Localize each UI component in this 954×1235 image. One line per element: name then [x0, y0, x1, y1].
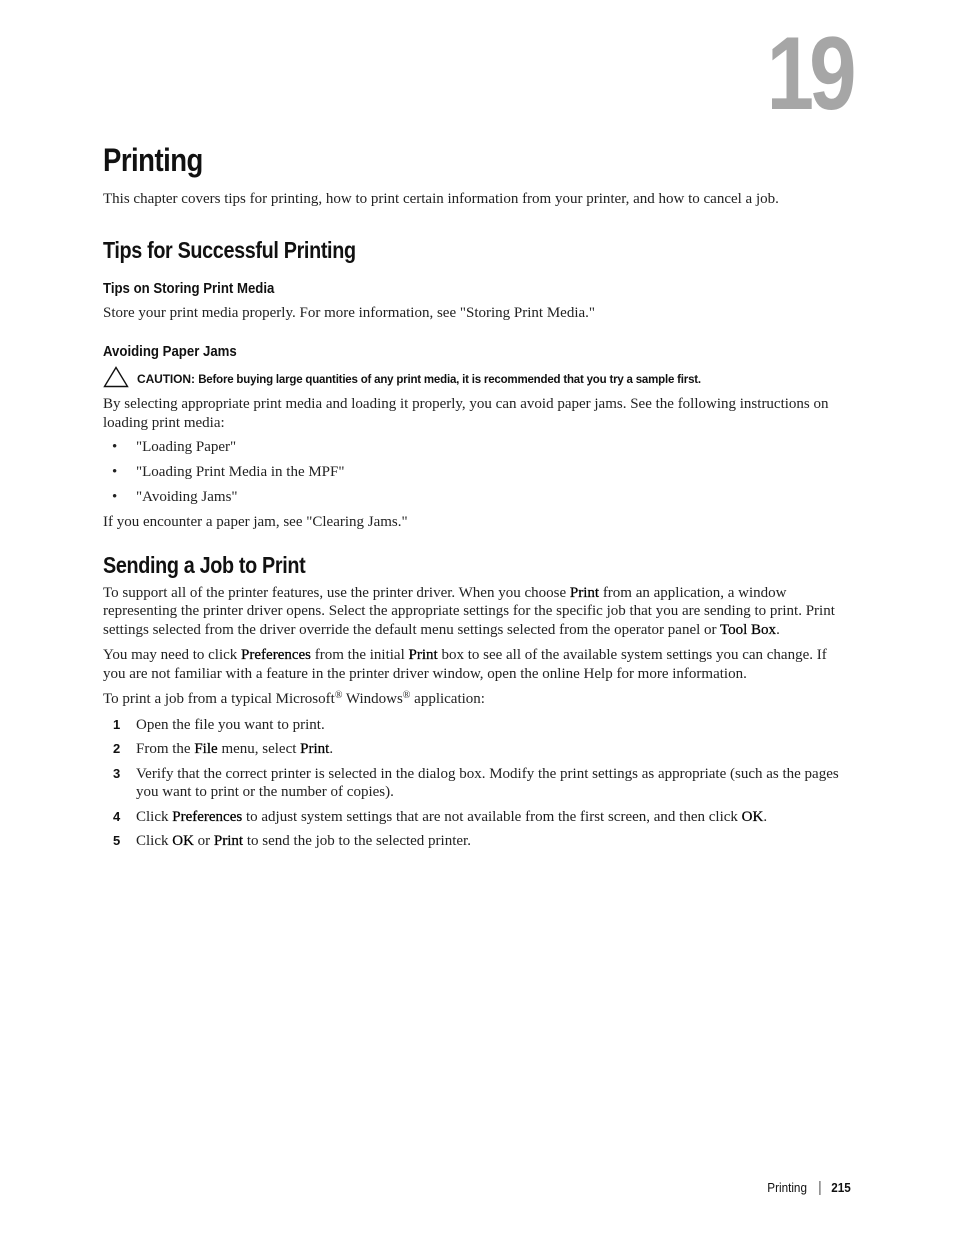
warning-triangle-icon	[103, 366, 129, 388]
footer-section: Printing	[767, 1180, 808, 1195]
step-item	[103, 740, 851, 759]
footer-divider	[820, 1181, 821, 1195]
menu-term: OK	[741, 808, 764, 825]
text-run: Click	[136, 808, 173, 825]
menu-term: Print	[569, 584, 600, 601]
jams-heading: Avoiding Paper Jams	[103, 343, 237, 360]
page-footer	[767, 1180, 851, 1195]
bullet-dot: •	[112, 464, 118, 480]
step-item	[103, 716, 851, 735]
jams-text: By selecting appropriate print media and loading it properly, you can avoid paper jams. See the following instructions on loading print media:	[103, 396, 829, 431]
text-run: You may need to click	[103, 647, 242, 663]
caution-text: Before buying large quantities of any print media, it is recommended that you try a sample first.	[198, 374, 701, 386]
step-number: 5	[113, 833, 121, 848]
storing-text: Store your print media properly. For more information, see "Storing Print Media."	[103, 304, 596, 321]
list-item	[103, 485, 851, 510]
text-run: box to see all of the available system settings you can change. If you are not familiar with a feature in the printer driver window, open the online Help for more information.	[103, 647, 827, 682]
sending-heading: Sending a Job to Print	[103, 551, 306, 578]
menu-term: Print	[408, 647, 438, 663]
loading-list	[103, 435, 851, 510]
menu-term: OK	[172, 833, 194, 849]
text-run: menu, select	[217, 741, 301, 757]
step-number: 1	[113, 716, 121, 732]
list-item	[103, 460, 851, 485]
chapter-number: 19	[766, 16, 852, 132]
list-item-text: "Avoiding Jams"	[136, 489, 238, 505]
step-item	[103, 765, 851, 802]
text-run: from an application, a window representing the printer driver opens. Select the appropriate settings for the specific job that you are sending to print. Print settings selected from the driver override the default menu settings selected from the operator panel or	[103, 584, 835, 638]
print-steps-list	[103, 716, 851, 851]
menu-term: Print	[213, 833, 244, 849]
text-run: Windows	[342, 691, 403, 707]
text-run: .	[329, 741, 334, 757]
list-item	[103, 435, 851, 460]
sending-paragraph-3	[103, 690, 851, 709]
page-content	[103, 138, 851, 857]
registered-mark: ®	[334, 690, 343, 701]
text-run: application:	[410, 691, 485, 707]
text-run: Verify that the correct printer is selected in the dialog box. Modify the print settings as appropriate (such as the pages you want to print or the number of copies).	[136, 765, 839, 800]
menu-term: Preferences	[172, 808, 243, 825]
sending-paragraph-2	[103, 646, 851, 683]
text-run: or	[193, 833, 214, 849]
text-run: from the initial	[311, 647, 409, 663]
text-run: .	[776, 621, 780, 638]
text-run: to adjust system settings that are not available from the first screen, and then click	[242, 808, 742, 825]
bullet-dot: •	[112, 439, 118, 455]
page-number: 215	[831, 1180, 851, 1195]
text-run: Click	[136, 833, 173, 849]
step-item	[103, 808, 851, 827]
text-run: To print a job from a typical Microsoft	[103, 691, 335, 707]
step-number: 2	[113, 741, 121, 756]
text-run: Open the file you want to print.	[136, 716, 325, 733]
storing-heading: Tips on Storing Print Media	[103, 279, 275, 297]
step-number: 4	[113, 808, 121, 824]
caution-note	[103, 370, 851, 389]
text-run: to send the job to the selected printer.	[243, 833, 471, 849]
menu-term: Tool Box	[720, 621, 777, 638]
sending-paragraph-1	[103, 584, 851, 640]
text-run: From the	[136, 741, 195, 757]
menu-term: File	[194, 741, 218, 757]
menu-term: Print	[300, 741, 330, 757]
text-run: To support all of the printer features, use the printer driver. When you choose	[103, 584, 570, 601]
menu-term: Preferences	[241, 647, 312, 663]
tips-heading: Tips for Successful Printing	[103, 236, 356, 263]
step-number: 3	[113, 765, 121, 781]
text-run: .	[763, 808, 768, 825]
caution-label: CAUTION:	[137, 372, 195, 386]
chapter-intro: This chapter covers tips for printing, how to print certain information from your printer, and how to cancel a job.	[103, 191, 779, 207]
list-item-text: "Loading Paper"	[136, 439, 237, 455]
step-item	[103, 832, 851, 851]
bullet-dot: •	[112, 489, 118, 505]
registered-mark: ®	[402, 690, 411, 701]
chapter-title: Printing	[103, 142, 203, 178]
list-item-text: "Loading Print Media in the MPF"	[136, 464, 345, 480]
jams-after-text: If you encounter a paper jam, see "Clearing Jams."	[103, 514, 408, 530]
